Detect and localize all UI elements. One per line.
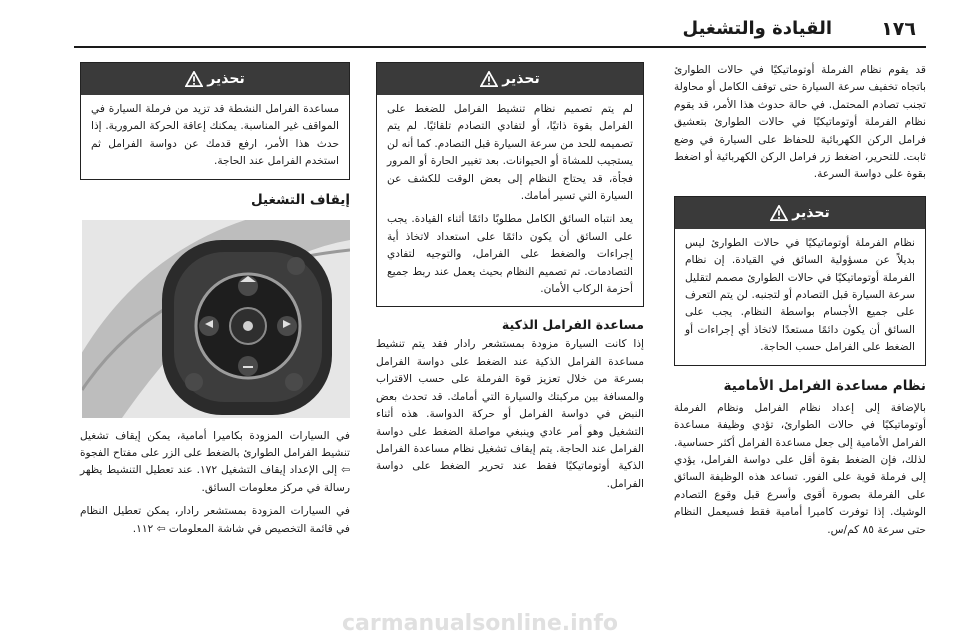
warning-text: نظام الفرملة أوتوماتيكيًا في حالات الطوارئ ليس بديلاً عن مسؤولية السائق في القيادة. إن نظام الفرملة أوتوماتيكيًا في حالات الطوارئ مصمم لتقليل سرعة السيارة قبل التصادم أو لتجنبه. لن يتم التعرف على جميع الأجسام بواسطة النظام. يجب على السائق أن يكون دائمًا مستعدًا لاتخاذ أي إجراءات أو الضغط على الفرامل حسب الحاجة. [685, 236, 915, 354]
page-header [20, 18, 940, 42]
warning-triangle-icon [770, 205, 788, 221]
warning-title: تحذير [207, 71, 245, 87]
column-right [674, 62, 926, 539]
warning-box [674, 196, 926, 366]
warning-box [80, 62, 350, 180]
section-heading: نظام مساعدة الفرامل الأمامية [723, 377, 926, 394]
warning-triangle-icon [185, 71, 203, 87]
body-paragraph: في السيارات المزودة بمستشعر رادار، يمكن تعطيل النظام في قائمة التخصيص في شاشة المعلومات ⇦ ١١٢. [80, 505, 350, 535]
warning-title: تحذير [792, 204, 830, 221]
warning-title: تحذير [502, 71, 540, 87]
section-title: القيادة والتشغيل [682, 18, 832, 39]
steering-wheel-illustration [82, 220, 350, 418]
section-heading: إيقاف التشغيل [251, 191, 350, 208]
column-left [80, 62, 350, 538]
column-middle [376, 62, 644, 493]
warning-text: لم يتم تصميم نظام تنشيط الفرامل للضغط على الفرامل بقوة ذاتيًا، أو لتفادي التصادم تلقائيًا. لم يتم تصميمه للحد من سرعة السيارة قبل التصادم. كما أنه لن يستجيب للمشاة أو الحيوانات. بعد تغيير الحارة أو المرور فجأة، قد يحتاج النظام إلى بعض الوقت للكشف عن السيارة التي تسير أمامك. [387, 103, 633, 203]
warning-header [377, 63, 643, 95]
warning-box [376, 62, 644, 307]
warning-text: مساعدة الفرامل النشطة قد تزيد من فرملة السيارة في المواقف غير المناسبة. يمكنك إعاقة الحركة المرورية. إذا حدث هذا الأمر، ارفع قدمك عن دواسة الفرامل ثم استخدم الفرامل عند الحاجة. [91, 103, 339, 168]
warning-header [81, 63, 349, 95]
section-heading: مساعدة الفرامل الذكية [501, 317, 644, 333]
body-paragraph: في السيارات المزودة بكاميرا أمامية، يمكن إيقاف تشغيل تنشيط الفرامل الطوارئ بالضغط على الزر على مفتاح الفجوة ⇦ إلى الإعداد إيقاف التشغيل ١٧٢. عند تعطيل التنشيط يظهر رسالة في مركز معلومات السائق. [80, 429, 350, 494]
warning-text: يعد انتباه السائق الكامل مطلوبًا دائمًا أثناء القيادة. يجب على السائق أن يكون دائمًا على استعداد لاتخاذ أية إجراءات والضغط على الفرامل، والتوجيه لتفادي التصادمات. تم تصميم النظام بحيث يعمل عند ربط جميع أحزمة الركاب الأمان. [387, 213, 633, 296]
intro-paragraph: قد يقوم نظام الفرملة أوتوماتيكيًا في حالات الطوارئ باتجاه تخفيف سرعة السيارة حتى توقف الكامل أو محاولة تجنب تصادم المحتمل. في حالة حدوث هذا الأمر، قد يقوم نظام الفرملة أوتوماتيكيًا في حالات الطوارئ بتعشيق فرامل الركن الكهربائية للحفاظ على السيارة في وضع ثابت. للتحرير، اضغط زر فرامل الركن الكهربائية أو اضغط بقوة على دواسة السرعة. [674, 64, 926, 181]
body-paragraph: إذا كانت السيارة مزودة بمستشعر رادار فقد يتم تنشيط مساعدة الفرامل الذكية عند الضغط على دواسة الفرامل بسرعة من خلال تعزيز قوة الفرملة على حسب الاقتراب والمسافة بين مركبتك والسيارة التي أمامك. قد تحدث بعض النبض في دواسة الفرامل أو حركة الدواسة. هذه أثناء التشغيل وهو أمر عادي وينبغي مواصلة الضغط على دواسة الفرامل عند الحاجة. يتم إيقاف تشغيل نظام مساعدة الفرامل الذكية أوتوماتيكيًا فقط عند تحرير الضغط على دواسة الفرامل. [376, 338, 644, 490]
header-rule [74, 46, 926, 48]
warning-header [675, 197, 925, 229]
body-paragraph: بالإضافة إلى إعداد نظام الفرامل ونظام الفرملة أوتوماتيكيًا في حالات الطوارئ، تؤدي وظيفة مساعدة الفرامل الأمامية إلى جعل مساعدة الفرامل أكثر حساسية. لذلك، فإن الضغط بقوة أقل على دواسة الفرامل، يؤدي إلى فرملة قوية على الفور. تساعد هذه الوظيفة السائق على الفرملة بصورة أقوى وأسرع قبل وقوع التصادم الوشيك. إذا توفرت كاميرا أمامية فقط فسيعمل النظام حتى سرعة ٨٥ كم/س. [674, 401, 926, 536]
page-number: ١٧٦ [881, 18, 916, 40]
steering-wheel-photo [82, 220, 350, 418]
footer-watermark: carmanualsonline.info [342, 611, 618, 636]
warning-triangle-icon [480, 71, 498, 87]
